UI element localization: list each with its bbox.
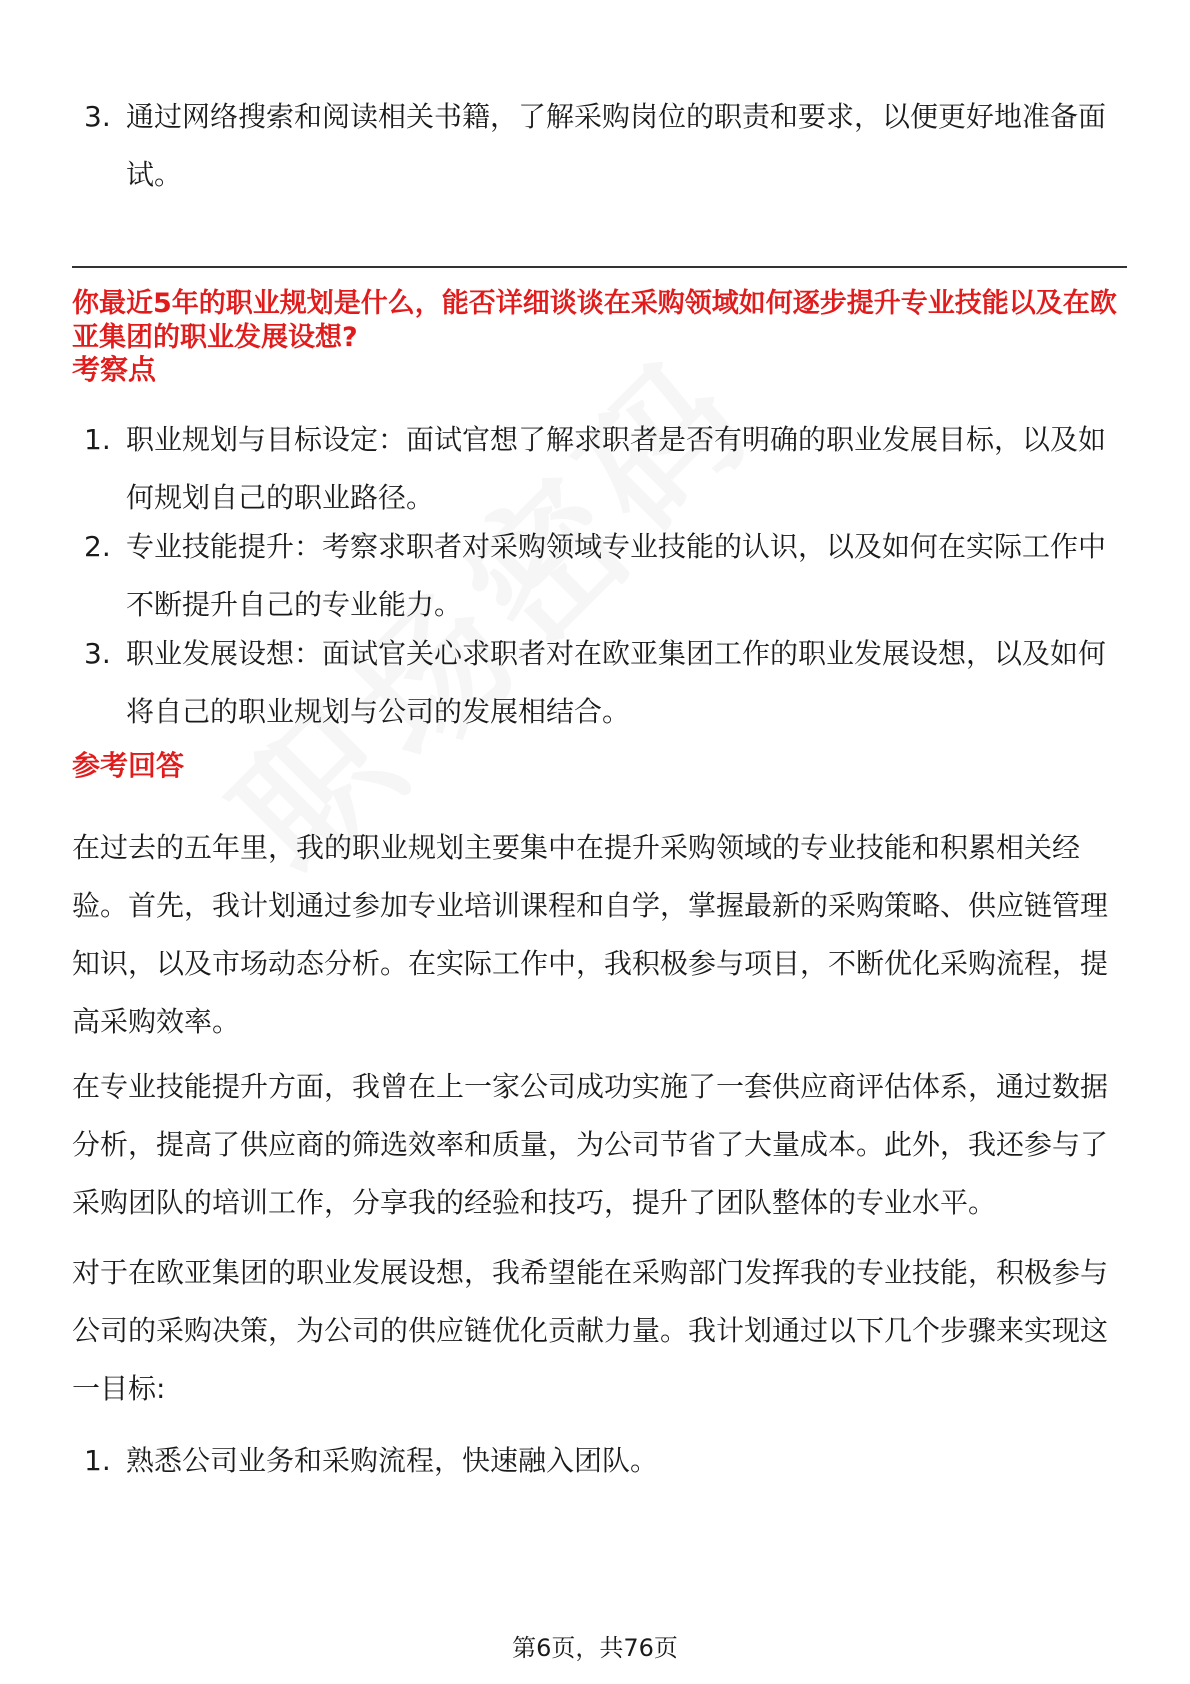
list-number: 1. [84, 1444, 111, 1477]
list-text: 职业发展设想：面试官关心求职者对在欧亚集团工作的职业发展设想，以及如何将自己的职业规划与公司的发展相结合。 [126, 637, 1107, 728]
answer-paragraph: 在专业技能提升方面，我曾在上一家公司成功实施了一套供应商评估体系，通过数据分析，提高了供应商的筛选效率和质量，为公司节省了大量成本。此外，我还参与了采购团队的培训工作，分享我的经验和技巧，提升了团队整体的专业水平。 [72, 1070, 1109, 1219]
list-item [84, 1432, 1124, 1490]
list-number: 3. [84, 100, 111, 133]
section-divider [72, 266, 1127, 268]
section-title-reference-answer: 参考回答 [72, 749, 185, 782]
list-number: 2. [84, 530, 111, 563]
list-number: 1. [84, 423, 111, 456]
list-item [84, 88, 1124, 204]
list-item [84, 625, 1124, 741]
list-text: 通过网络搜索和阅读相关书籍，了解采购岗位的职责和要求，以便更好地准备面试。 [126, 100, 1107, 191]
list-item [84, 518, 1124, 634]
page-number-footer: 第6页，共76页 [512, 1634, 678, 1662]
list-number: 3. [84, 637, 111, 670]
list-text: 专业技能提升：考察求职者对采购领域专业技能的认识，以及如何在实际工作中不断提升自己的专业能力。 [126, 530, 1107, 621]
list-text: 职业规划与目标设定：面试官想了解求职者是否有明确的职业发展目标，以及如何规划自己的职业路径。 [126, 423, 1107, 514]
answer-paragraph: 在过去的五年里，我的职业规划主要集中在提升采购领域的专业技能和积累相关经验。首先，我计划通过参加专业培训课程和自学，掌握最新的采购策略、供应链管理知识，以及市场动态分析。在实际工作中，我积极参与项目，不断优化采购流程，提高采购效率。 [72, 831, 1109, 1038]
answer-paragraph: 对于在欧亚集团的职业发展设想，我希望能在采购部门发挥我的专业技能，积极参与公司的采购决策，为公司的供应链优化贡献力量。我计划通过以下几个步骤来实现这一目标: [72, 1256, 1109, 1405]
question-heading: 你最近5年的职业规划是什么，能否详细谈谈在采购领域如何逐步提升专业技能以及在欧亚集团的职业发展设想? [72, 288, 1117, 353]
list-text: 熟悉公司业务和采购流程，快速融入团队。 [126, 1444, 659, 1477]
section-title-focus-points: 考察点 [72, 353, 157, 386]
list-item [84, 411, 1124, 527]
